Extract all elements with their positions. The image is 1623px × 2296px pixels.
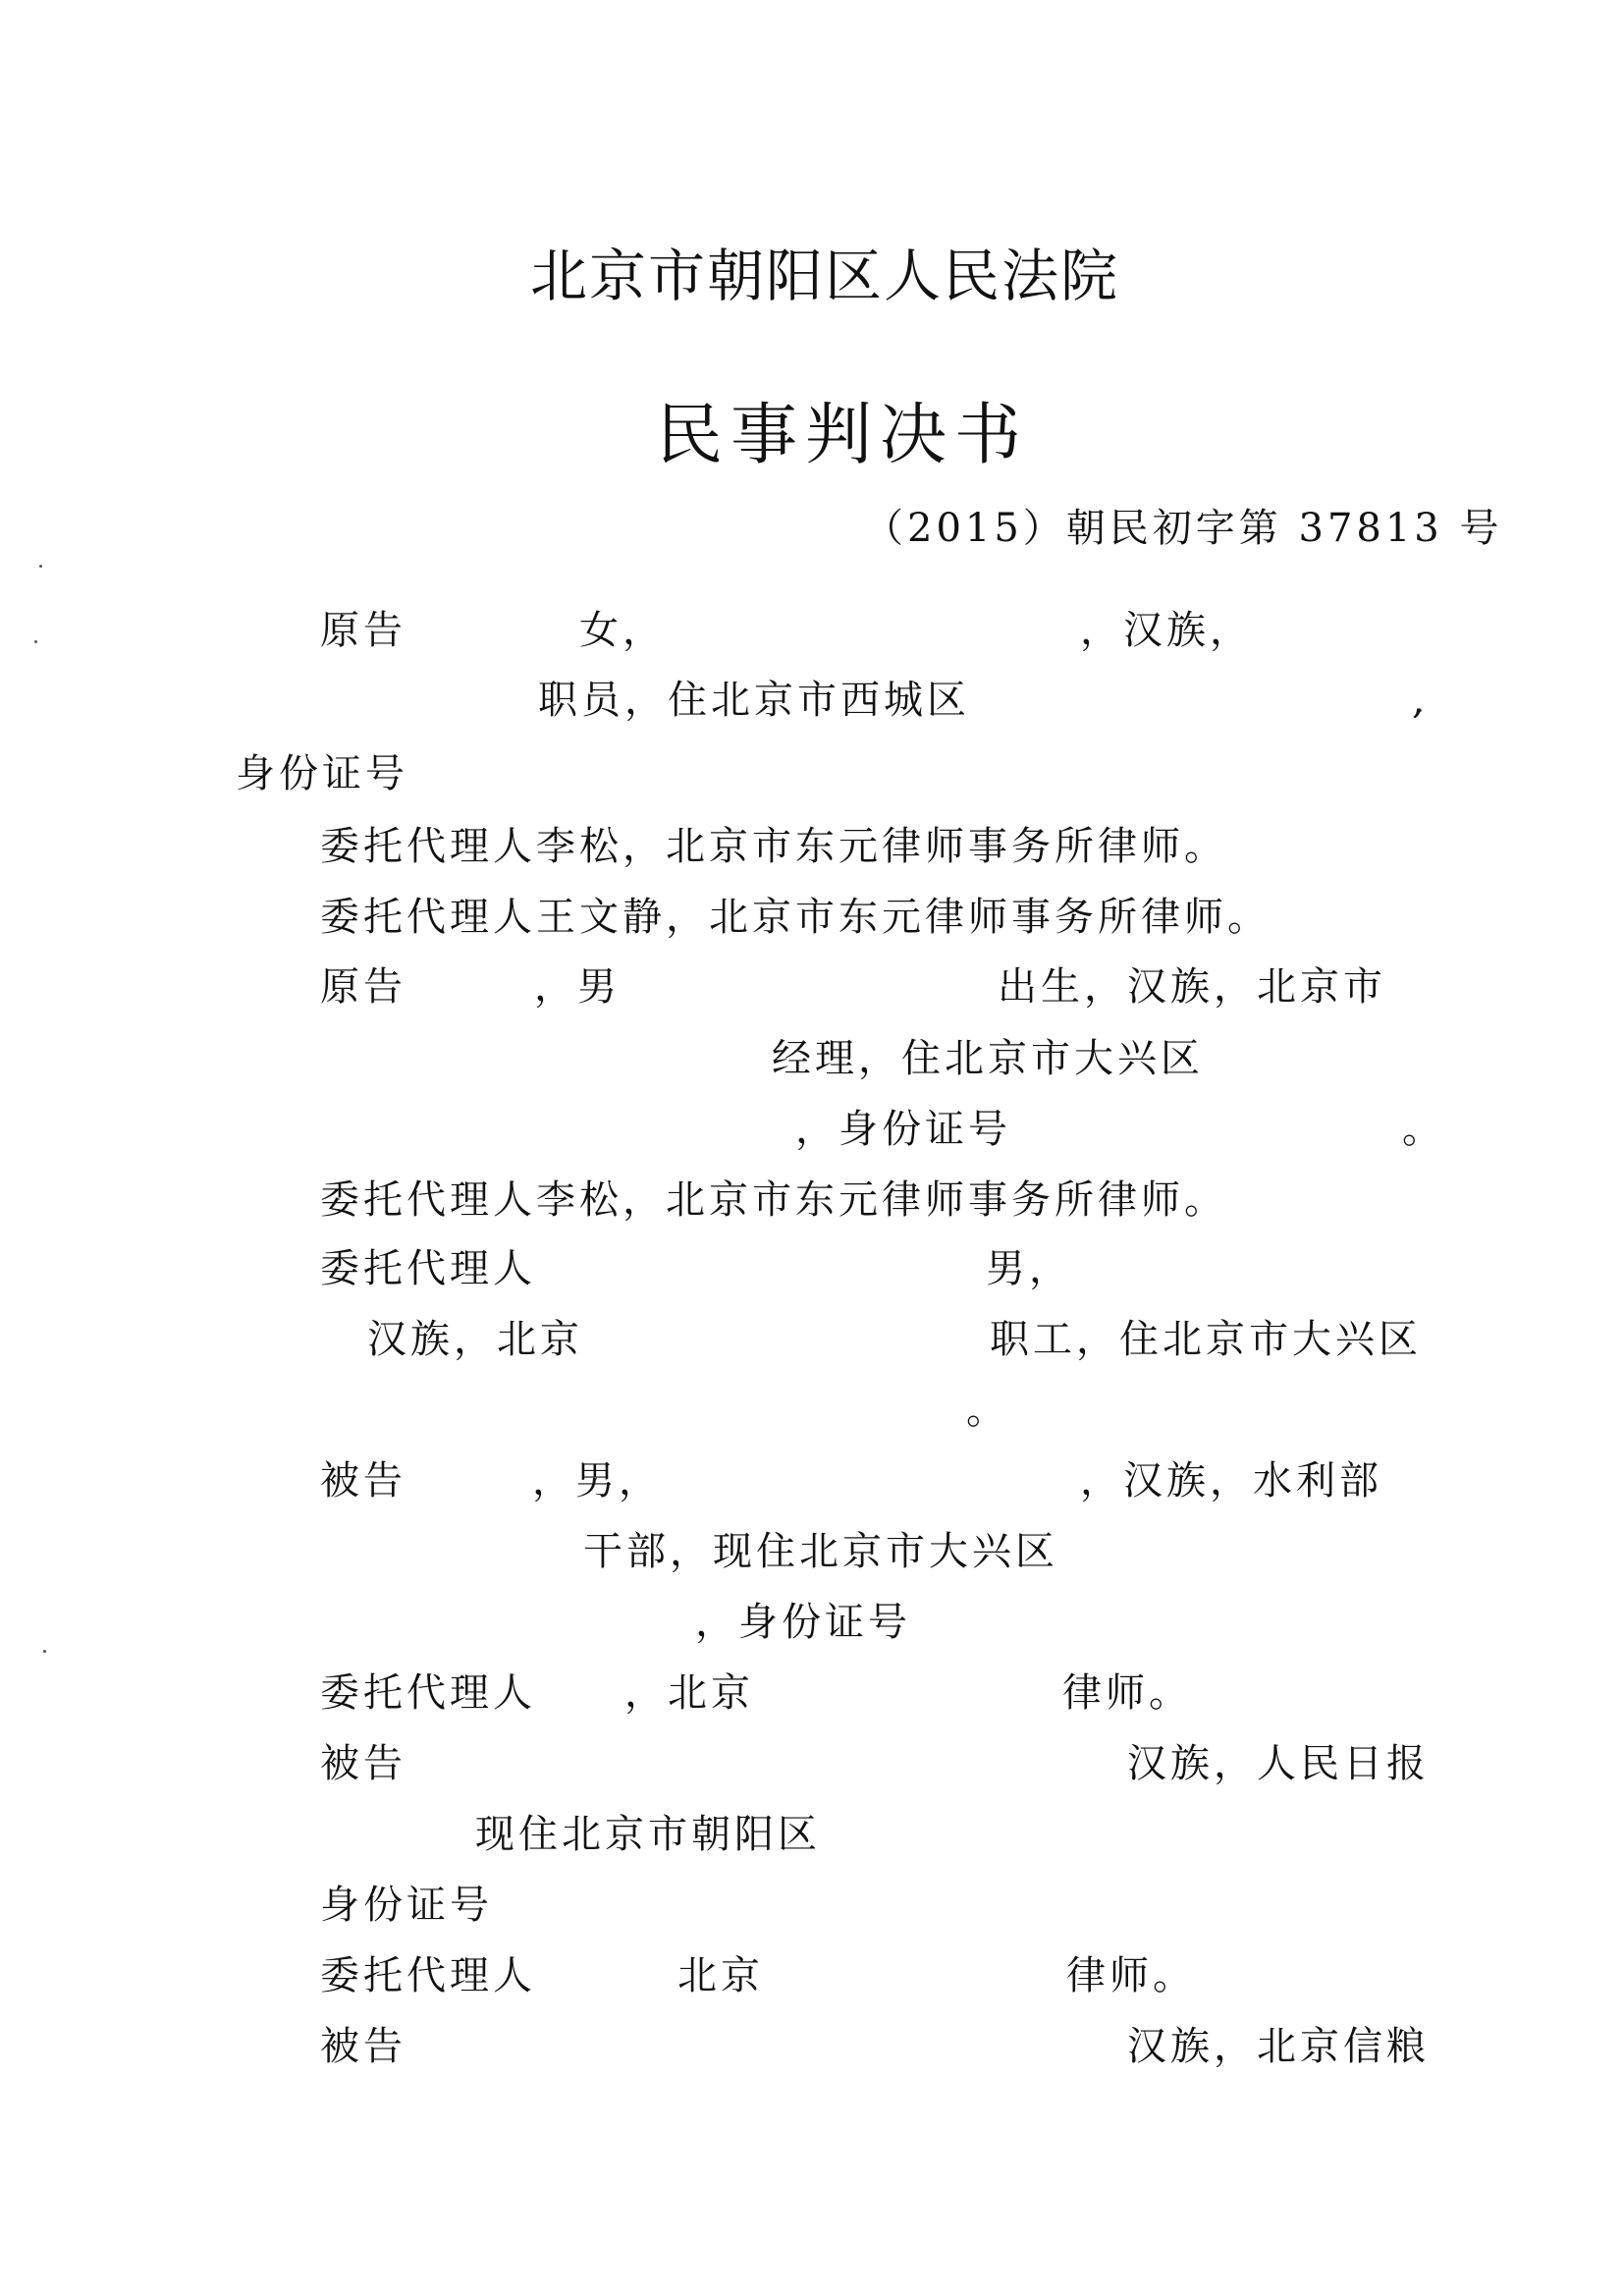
plaintiff-1-trailing-mark: , — [1412, 678, 1429, 723]
plaintiff-2-agent-2-sex: 男， — [986, 1246, 1072, 1291]
scan-speck — [39, 565, 42, 568]
plaintiff-1-agent-1: 委托代理人李松，北京市东元律师事务所律师。 — [320, 824, 1227, 869]
defendant-2-agent-firm: 北京 — [677, 1953, 764, 1998]
defendant-1-id: ，身份证号 — [695, 1600, 911, 1645]
plaintiff-1-id: 身份证号 — [236, 751, 408, 796]
plaintiff-2-agent-2-label: 委托代理人 — [320, 1246, 536, 1291]
defendant-1-ethnicity: ，汉族，水利部 — [1080, 1458, 1382, 1503]
defendant-2-agent-title: 律师。 — [1066, 1953, 1196, 1998]
plaintiff-2-label: 原告 — [320, 964, 406, 1010]
scan-speck — [43, 1650, 46, 1653]
defendant-3-label: 被告 — [320, 2024, 406, 2069]
plaintiff-1-ethnicity: ，汉族， — [1080, 608, 1253, 653]
plaintiff-1-agent-2: 委托代理人王文静，北京市东元律师事务所律师。 — [320, 895, 1271, 940]
scan-speck — [34, 640, 37, 643]
plaintiff-2-agent-1: 委托代理人李松，北京市东元律师事务所律师。 — [320, 1177, 1227, 1223]
defendant-2-id: 身份证号 — [320, 1883, 493, 1928]
defendant-3-ethnicity: 汉族，北京信粮 — [1127, 2024, 1430, 2069]
defendant-2-ethnicity: 汉族，人民日报 — [1127, 1741, 1430, 1786]
defendant-2-address: 现住北京市朝阳区 — [475, 1812, 821, 1857]
document-title: 民事判决书 — [656, 397, 1030, 474]
case-number: （2015）朝民初字第 37813 号 — [864, 506, 1503, 551]
plaintiff-2-agent-2-address: 职工，住北京市大兴区 — [990, 1317, 1422, 1362]
plaintiff-2-id: ，身份证号 — [795, 1107, 1011, 1152]
plaintiff-2-address: 经理，住北京市大兴区 — [772, 1036, 1204, 1081]
defendant-2-agent-label: 委托代理人 — [320, 1953, 536, 1998]
plaintiff-2-agent-2-ethnicity: 汉族，北京 — [367, 1317, 583, 1362]
defendant-1-agent-firm: ，北京 — [624, 1670, 754, 1716]
plaintiff-2-birth: 出生，汉族，北京市 — [998, 964, 1386, 1010]
plaintiff-1-sex: 女， — [579, 608, 666, 653]
defendant-2-label: 被告 — [320, 1741, 406, 1786]
defendant-1-address: 干部，现住北京市大兴区 — [583, 1529, 1058, 1574]
plaintiff-2-sex: ，男 — [534, 964, 621, 1010]
defendant-1-agent-title: 律师。 — [1062, 1670, 1192, 1716]
plaintiff-2-agent-2-end: 。 — [966, 1388, 1009, 1433]
defendant-1-label: 被告 — [320, 1458, 406, 1503]
plaintiff-1-address: 职员，住北京市西城区 — [538, 678, 970, 723]
defendant-1-sex: ，男， — [532, 1458, 662, 1503]
plaintiff-1-label: 原告 — [320, 608, 406, 653]
court-name: 北京市朝阳区人民法院 — [530, 243, 1120, 309]
plaintiff-2-id-end: 。 — [1402, 1107, 1445, 1152]
defendant-1-agent-label: 委托代理人 — [320, 1670, 536, 1716]
